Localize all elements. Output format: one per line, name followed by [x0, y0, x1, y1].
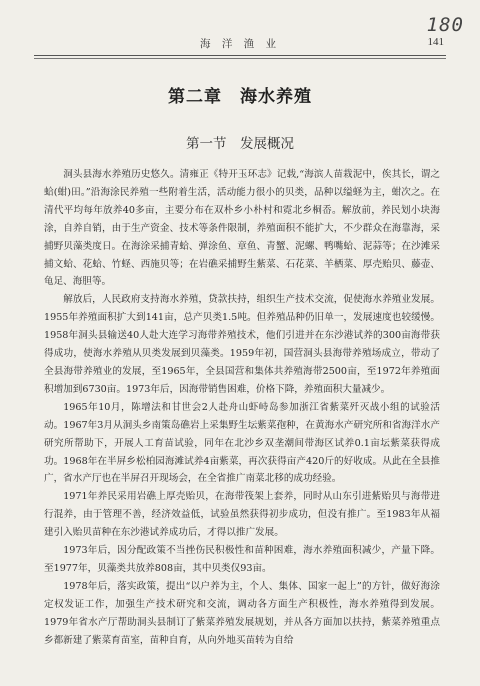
- page-number: 141: [427, 36, 444, 48]
- running-head-title: 海 洋 渔 业: [199, 38, 280, 50]
- paragraph: 1973年后，因分配政策不当挫伤民积极性和苗种困难，海水养殖面积减少，产量下降。至1977年，贝藻类共放养808亩，其中贝类仅93亩。: [44, 545, 440, 574]
- paragraph: 洞头县海水养殖历史悠久。清雍正《特开玉环志》记载,“海滨人苗栽泥中，俟其长，谓之蛤(蚶)田。”沿海涂民养殖一些附着生活，活动能力很小的贝类，品种以缢蛏为主，蚶次之。在清代平均每年放养40多亩，主要分布在双朴乡小朴村和霓北乡桐岙。解放前，养民划小块海涂，自养自销，由于生产资金、技术等条件限制，养殖面积不能扩大，不少群众在海靠海，采捕野贝藻类度日。在海涂采捕青蛤、弹涂鱼、章鱼、青蟹、泥螺、鸭嘴蛤、泥蒜等；在沙滩采捕文蛤、花蛤、竹蛏、西施贝等；在岩礁采捕野生紫菜、石花菜、羊栖菜、厚壳贻贝、藤壶、龟足、海胆等。: [44, 169, 440, 288]
- header-rule-thick: [34, 55, 446, 56]
- running-header: [34, 36, 446, 52]
- header-rule-thin: [34, 58, 446, 59]
- handwritten-page-number: 180: [426, 14, 464, 36]
- paragraph: 1978年后，落实政策，提出“以户养为主，个人、集体、国家一起上”的方针，做好海涂定权发证工作，加强生产技术研究和交流，调动各方面生产积极性，海水养殖得到发展。1979年省水产厅帮助洞头县制订了紫菜养殖发展规划，并从各方面加以扶持，紫菜养殖重点乡都新建了紫菜育苗室，苗种自育，从向外地买苗转为自给: [44, 580, 440, 646]
- section-title: 第一节 发展概况: [186, 136, 294, 152]
- paragraph: 1965年10月，陈增法和甘世会2人赴舟山虾峙岛参加浙江省紫菜歼灭战小组的试验活动。1967年3月从洞头乡南策岛礁岩上采集野生坛紫菜孢种，在黄海水产研究所和省海洋水产研究所帮助下，开展人工育苗试验，同年在北沙乡双垄潮间带海区试养0.1亩坛紫菜获得成功。1968年在半屏乡松柏园海滩试养4亩紫菜，再次获得亩产420斤的好收成。从此在全县推广，省水产厅也在半屏召开现场会，在全省推广南菜北移的成功经验。: [44, 401, 440, 485]
- chapter-title: 第二章 海水养殖: [168, 87, 312, 107]
- paragraph: 1971年养民采用岩礁上厚壳贻贝，在海带筏架上套养，同时从山东引进紫贻贝与海带进行混养，由于管理不善，经济效益低，试验虽然获得初步成功，但没有推广。至1983年从福建引入贻贝苗种在东沙港试养成功后，才得以推广发展。: [44, 491, 440, 539]
- paragraph: 解放后，人民政府支持海水养殖，贷款扶持，组织生产技术交流，促使海水养殖业发展。1955年养殖面积扩大到141亩，总产贝类1.5吨。但养殖品种仍旧单一，发展速度也较缓慢。1958年洞头县输送40人赴大连学习海带养殖技术，他们引进并在东沙港试养的300亩海带获得成功，使海水养殖从贝类发展到贝藻类。1959年初，国营洞头县海带养殖场成立，带动了全县海带养殖业的发展，至1965年，全县国营和集体共养殖海带2500亩，至1972年养殖面积增加到6730亩。1973年后，因海带销售困难，价格下降，养殖面积大量减少。: [44, 294, 440, 395]
- body-text: [44, 166, 440, 649]
